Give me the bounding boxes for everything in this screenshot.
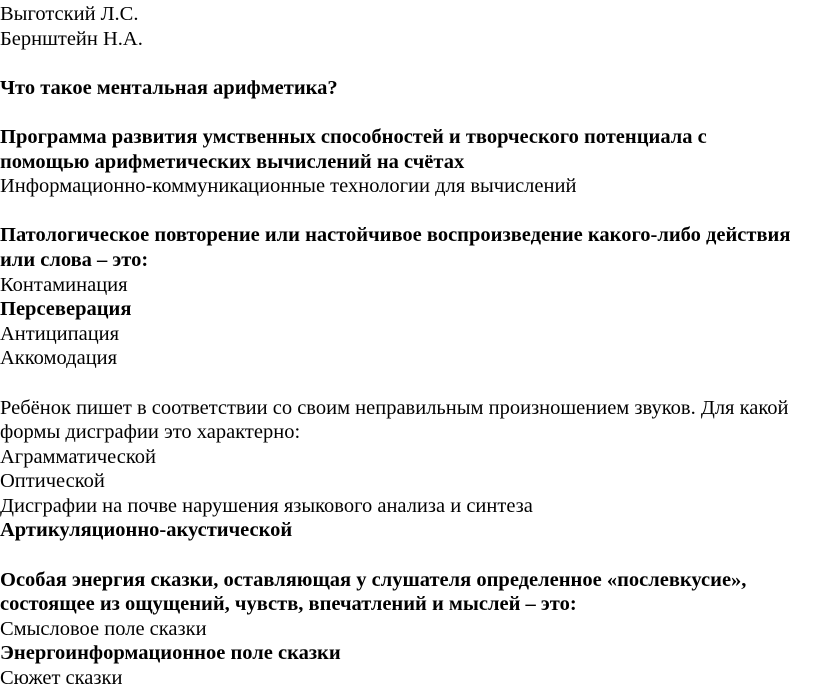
document-page <box>0 2 816 691</box>
answer-option: Смысловое поле сказки <box>0 617 207 640</box>
question-1: Что такое ментальная арифметика? <box>0 76 338 99</box>
answer-option: Аграмматической <box>0 445 157 468</box>
blank-line <box>0 51 816 76</box>
question-3-continued: формы дисграфии это характерно: <box>0 421 301 444</box>
correct-answer-line: помощью арифметических вычислений на счётах <box>0 150 465 173</box>
author-line: Выготский Л.С. <box>0 3 139 25</box>
answer-option: Контаминация <box>0 273 128 296</box>
correct-answer-option: Энергоинформационное поле сказки <box>0 642 341 665</box>
answer-option: Дисграфии на почве нарушения языкового анализа и синтеза <box>0 494 533 517</box>
answer-option: Оптической <box>0 470 105 493</box>
author-line: Бернштейн Н.А. <box>0 27 143 50</box>
question-2: Патологическое повторение или настойчивое воспроизведение какого-либо действия <box>0 224 791 247</box>
answer-option: Антиципация <box>0 322 120 345</box>
blank-line <box>0 100 816 125</box>
blank-line <box>0 199 816 224</box>
correct-answer-option: Артикуляционно-акустической <box>0 519 293 542</box>
blank-line <box>0 371 816 396</box>
answer-option: Аккомодация <box>0 347 118 370</box>
correct-answer-line: Программа развития умственных способностей и творческого потенциала с <box>0 125 707 148</box>
answer-option: Информационно-коммуникационные технологии для вычислений <box>0 175 577 198</box>
question-2-continued: или слова – это: <box>0 248 149 271</box>
question-4: Особая энергия сказки, оставляющая у слушателя определенное «послевкусие», <box>0 568 747 591</box>
question-4-continued: состоящее из ощущений, чувств, впечатлений и мыслей – это: <box>0 593 577 616</box>
correct-answer-option: Персеверация <box>0 298 132 321</box>
question-3: Ребёнок пишет в соответствии со своим неправильным произношением звуков. Для какой <box>0 396 789 419</box>
blank-line <box>0 543 816 568</box>
answer-option: Сюжет сказки <box>0 667 123 690</box>
